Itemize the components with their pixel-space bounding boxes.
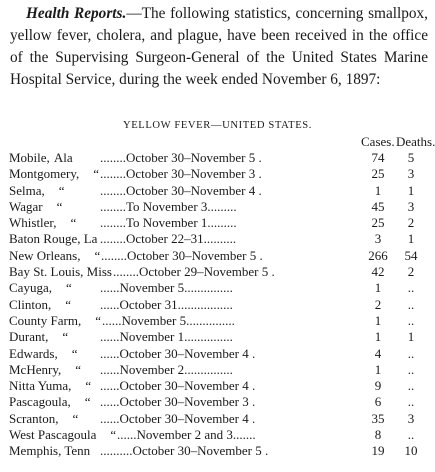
table-row (0, 427, 435, 443)
row-deaths: 3 (407, 410, 415, 426)
row-place (9, 329, 68, 345)
row-place (9, 199, 62, 215)
row-cases: 4 (374, 345, 382, 361)
row-state: “ (93, 166, 100, 182)
row-deaths: .. (407, 280, 415, 296)
row-deaths: 3 (407, 166, 415, 182)
report-body: The following statistics, concerning smallpox, yellow fever, cholera, and plague, have been received in the office of the Supervising Surgeon-General of the United States Marine Hospital Service, during the week ended November 6, 1897: (10, 5, 428, 88)
table-heading: YELLOW FEVER—UNITED STATES. (122, 120, 313, 131)
row-place-name: Durant, (9, 329, 49, 345)
row-period: ......November 5............... (102, 312, 235, 328)
row-state: “ (84, 394, 91, 410)
table-row (0, 166, 435, 182)
table-row (0, 231, 435, 247)
row-period: ........October 30–November 5 . (101, 247, 263, 263)
row-deaths: .. (407, 427, 415, 443)
report-dash: — (126, 5, 142, 22)
table-row (0, 411, 435, 427)
row-state: “ (95, 312, 102, 328)
table-row (0, 248, 435, 264)
row-place (9, 297, 71, 313)
row-period: ........October 30–November 5 . (100, 150, 262, 165)
row-place-name: Mobile, (9, 150, 50, 165)
row-place-name: Scranton, (9, 410, 59, 426)
row-place (9, 150, 73, 166)
row-period: ......November 5............... (100, 280, 233, 296)
row-deaths: 54 (404, 247, 418, 263)
row-cases: 1 (374, 361, 382, 377)
row-place (9, 280, 72, 296)
row-place-name: Cayuga, (9, 280, 52, 296)
row-period: ......November 2............... (100, 361, 233, 377)
row-place (9, 264, 112, 280)
row-place (9, 313, 101, 329)
row-state: “ (75, 361, 82, 377)
row-period: ......October 30–November 4 . (100, 410, 256, 426)
row-period: ........October 29–November 5 . (113, 264, 275, 280)
yellow-fever-table (0, 150, 435, 460)
row-deaths: 1 (407, 231, 415, 247)
row-state: “ (65, 296, 72, 312)
row-place (9, 362, 81, 378)
row-deaths: 3 (407, 198, 415, 214)
row-state: “ (56, 198, 63, 214)
row-place (9, 248, 100, 264)
row-cases: 45 (371, 198, 385, 214)
row-state: “ (85, 378, 92, 394)
row-state: “ (65, 280, 72, 296)
row-place-name: County Farm, (9, 312, 82, 328)
table-row (0, 362, 435, 378)
table-row (0, 264, 435, 280)
row-place (9, 427, 116, 443)
table-row (0, 150, 435, 166)
row-cases: 9 (374, 378, 382, 394)
row-deaths: 5 (407, 150, 415, 165)
row-deaths: .. (407, 345, 415, 361)
row-place-name: Nitta Yuma, (9, 378, 72, 394)
row-period: ........To November 3......... (100, 198, 237, 214)
table-row (0, 199, 435, 215)
row-place (9, 231, 97, 247)
row-period: ........October 30–November 4 . (100, 182, 262, 198)
row-cases: 25 (371, 215, 385, 231)
table-row (0, 215, 435, 231)
table-row (0, 378, 435, 394)
row-cases: 266 (368, 247, 388, 263)
column-header-deaths: Deaths. (396, 134, 435, 149)
row-period: ..........October 30–November 5 . (100, 443, 269, 459)
row-period: ......October 30–November 4 . (100, 345, 256, 361)
row-cases: 19 (371, 443, 385, 459)
row-cases: 25 (371, 166, 385, 182)
row-deaths: 2 (407, 264, 415, 280)
row-place-name: Pascagoula, (9, 394, 71, 410)
row-place-name: McHenry, (9, 361, 62, 377)
row-cases: 74 (371, 150, 385, 165)
row-place (9, 443, 90, 459)
row-deaths: .. (407, 312, 415, 328)
row-place-name: Memphis, Tenn (9, 443, 91, 459)
row-place-name: Wagar (9, 198, 43, 214)
row-state: Ala (53, 150, 73, 165)
row-place (9, 394, 91, 410)
row-period: ......November 1............... (100, 329, 233, 345)
row-place (9, 183, 65, 199)
column-header-cases: Cases. (361, 134, 395, 149)
row-state: “ (70, 215, 77, 231)
table-row (0, 394, 435, 410)
row-deaths: .. (407, 394, 415, 410)
row-cases: 42 (371, 264, 385, 280)
row-place-name: Montgomery, (9, 166, 80, 182)
row-cases: 3 (374, 231, 382, 247)
row-period: ........October 30–November 3 . (100, 166, 262, 182)
row-period: ......November 2 and 3....... (117, 427, 256, 443)
row-deaths: 2 (407, 215, 415, 231)
row-cases: 35 (371, 410, 385, 426)
row-deaths: 10 (404, 443, 418, 459)
row-period: ......October 30–November 4 . (100, 378, 256, 394)
row-deaths: 1 (407, 182, 415, 198)
table-row (0, 280, 435, 296)
row-cases: 6 (374, 394, 382, 410)
table-row (0, 329, 435, 345)
row-cases: 1 (374, 280, 382, 296)
row-place (9, 378, 91, 394)
row-deaths: .. (407, 378, 415, 394)
row-cases: 1 (374, 182, 382, 198)
row-state: “ (62, 329, 69, 345)
row-state: “ (110, 427, 117, 443)
row-place-name: New Orleans, (9, 247, 81, 263)
row-place-name: Baton Rouge, La (9, 231, 98, 247)
row-state: “ (71, 345, 78, 361)
row-state: “ (58, 182, 65, 198)
row-cases: 1 (374, 312, 382, 328)
table-row (0, 443, 435, 459)
row-place-name: West Pascagoula (9, 427, 97, 443)
table-row (0, 313, 435, 329)
row-period: ........October 22–31.......... (100, 231, 237, 247)
table-row (0, 346, 435, 362)
row-period: ......October 30–November 3 . (100, 394, 256, 410)
row-place-name: Whistler, (9, 215, 57, 231)
row-place (9, 166, 99, 182)
table-row (0, 297, 435, 313)
row-place (9, 215, 76, 231)
row-cases: 1 (374, 329, 382, 345)
row-cases: 8 (374, 427, 382, 443)
row-deaths: .. (407, 296, 415, 312)
report-lead: Health Reports. (26, 5, 127, 22)
row-place-name: Bay St. Louis, Miss (9, 264, 112, 280)
row-period: ........To November 1......... (100, 215, 237, 231)
row-cases: 2 (374, 296, 382, 312)
row-state: “ (72, 410, 79, 426)
table-row (0, 183, 435, 199)
row-place (9, 346, 78, 362)
row-place (9, 411, 78, 427)
row-place-name: Clinton, (9, 296, 52, 312)
row-place-name: Edwards, (9, 345, 58, 361)
row-deaths: 1 (407, 329, 415, 345)
row-state: “ (94, 247, 101, 263)
row-deaths: .. (407, 361, 415, 377)
row-place-name: Selma, (9, 182, 45, 198)
report-paragraph (10, 3, 428, 91)
row-period: ......October 31................. (100, 296, 233, 312)
